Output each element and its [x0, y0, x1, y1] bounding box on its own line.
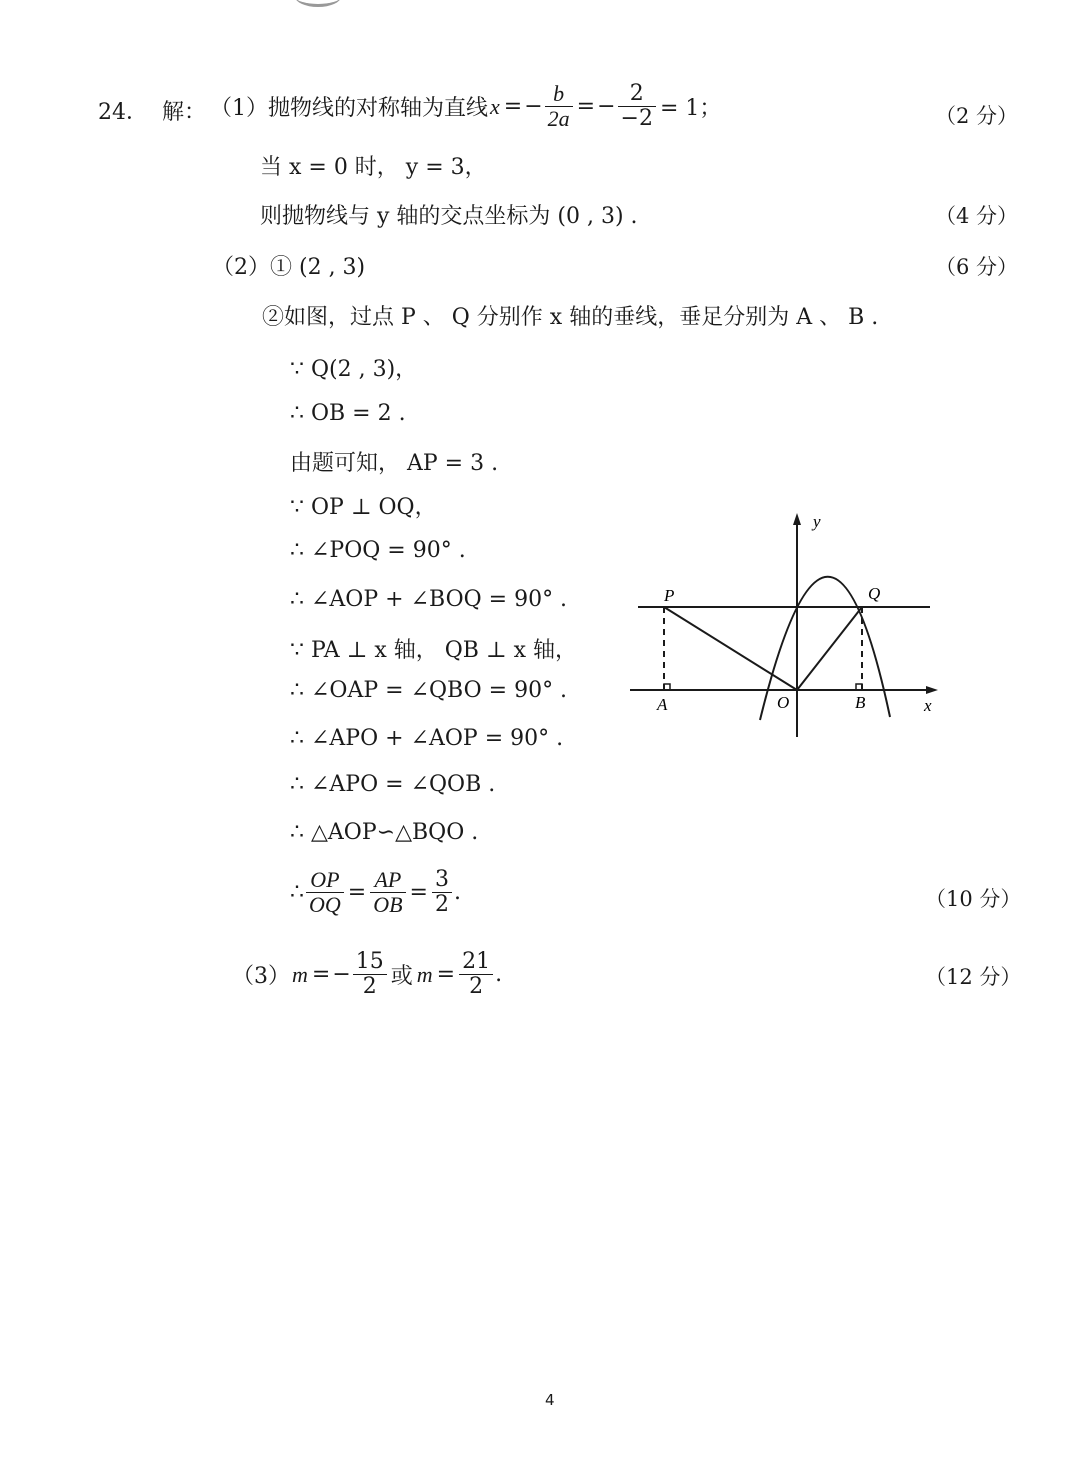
page-number: 4	[545, 1391, 555, 1409]
score-6: （6 分）	[935, 255, 1019, 279]
proof-step: ∵ OP ⊥ OQ，	[290, 495, 437, 520]
proof-step: ∴ △AOP∽△BQO .	[290, 820, 479, 845]
segment-oq	[797, 607, 862, 690]
x-axis-arrow	[926, 686, 938, 694]
label-p: P	[664, 586, 675, 605]
segment-op	[664, 607, 797, 690]
score-2: （2 分）	[935, 104, 1019, 128]
part3-equation: （3） m = − $\frac{15}{2}$ 或 m = $\frac{21}{2}$ .	[232, 949, 503, 999]
part2-intro: ②如图，过点 P 、 Q 分别作 x 轴的垂线，垂足分别为 A 、 B .	[262, 305, 879, 330]
ratio-equation: ∴ $\frac{OP}{OQ}$ = $\frac{AP}{OB}$ = $\frac{3}{2}$ .	[290, 867, 461, 917]
proof-step: ∴ ∠POQ = 90° .	[290, 538, 466, 563]
proof-step: ∴ ∠APO + ∠AOP = 90° .	[290, 726, 564, 751]
proof-step: ∴ ∠OAP = ∠QBO = 90° .	[290, 678, 568, 703]
label-o: O	[777, 693, 790, 712]
y-axis-arrow	[793, 513, 801, 525]
score-4: （4 分）	[935, 204, 1019, 228]
parabola-figure	[620, 505, 950, 745]
label-b: B	[855, 693, 866, 712]
part3-label: （3）	[232, 964, 290, 989]
proof-step: ∴ ∠AOP + ∠BOQ = 90° .	[290, 587, 568, 612]
part2-sub1: （2）① (2 , 3)	[212, 255, 366, 280]
proof-step: ∵ PA ⊥ x 轴， QB ⊥ x 轴，	[290, 638, 578, 663]
proof-step: ∴ OB = 2 .	[290, 401, 406, 426]
label-y: y	[813, 512, 821, 531]
part1-axis-equation: （1） 抛物线的对称轴为直线 x = − $\frac{b}{2a}$ = − $\frac{2}{-2}$ = 1；	[210, 81, 722, 131]
proof-step: ∵ Q(2 , 3)，	[290, 357, 418, 382]
part1-label: （1）	[210, 96, 268, 121]
label-q: Q	[868, 584, 881, 603]
part1-line3: 则抛物线与 y 轴的交点坐标为 (0 , 3) .	[260, 204, 638, 229]
problem-number: 24． 解：	[98, 100, 207, 125]
score-10: （10 分）	[925, 887, 1022, 911]
label-x: x	[924, 696, 932, 715]
part2-label: （2）	[212, 255, 270, 280]
part1-line2: 当 x = 0 时， y = 3，	[260, 155, 487, 180]
scan-mark	[295, 0, 341, 7]
score-12: （12 分）	[925, 965, 1022, 989]
proof-step: ∴ ∠APO = ∠QOB .	[290, 772, 496, 797]
label-a: A	[657, 695, 668, 714]
proof-step: 由题可知， AP = 3 .	[290, 451, 499, 476]
